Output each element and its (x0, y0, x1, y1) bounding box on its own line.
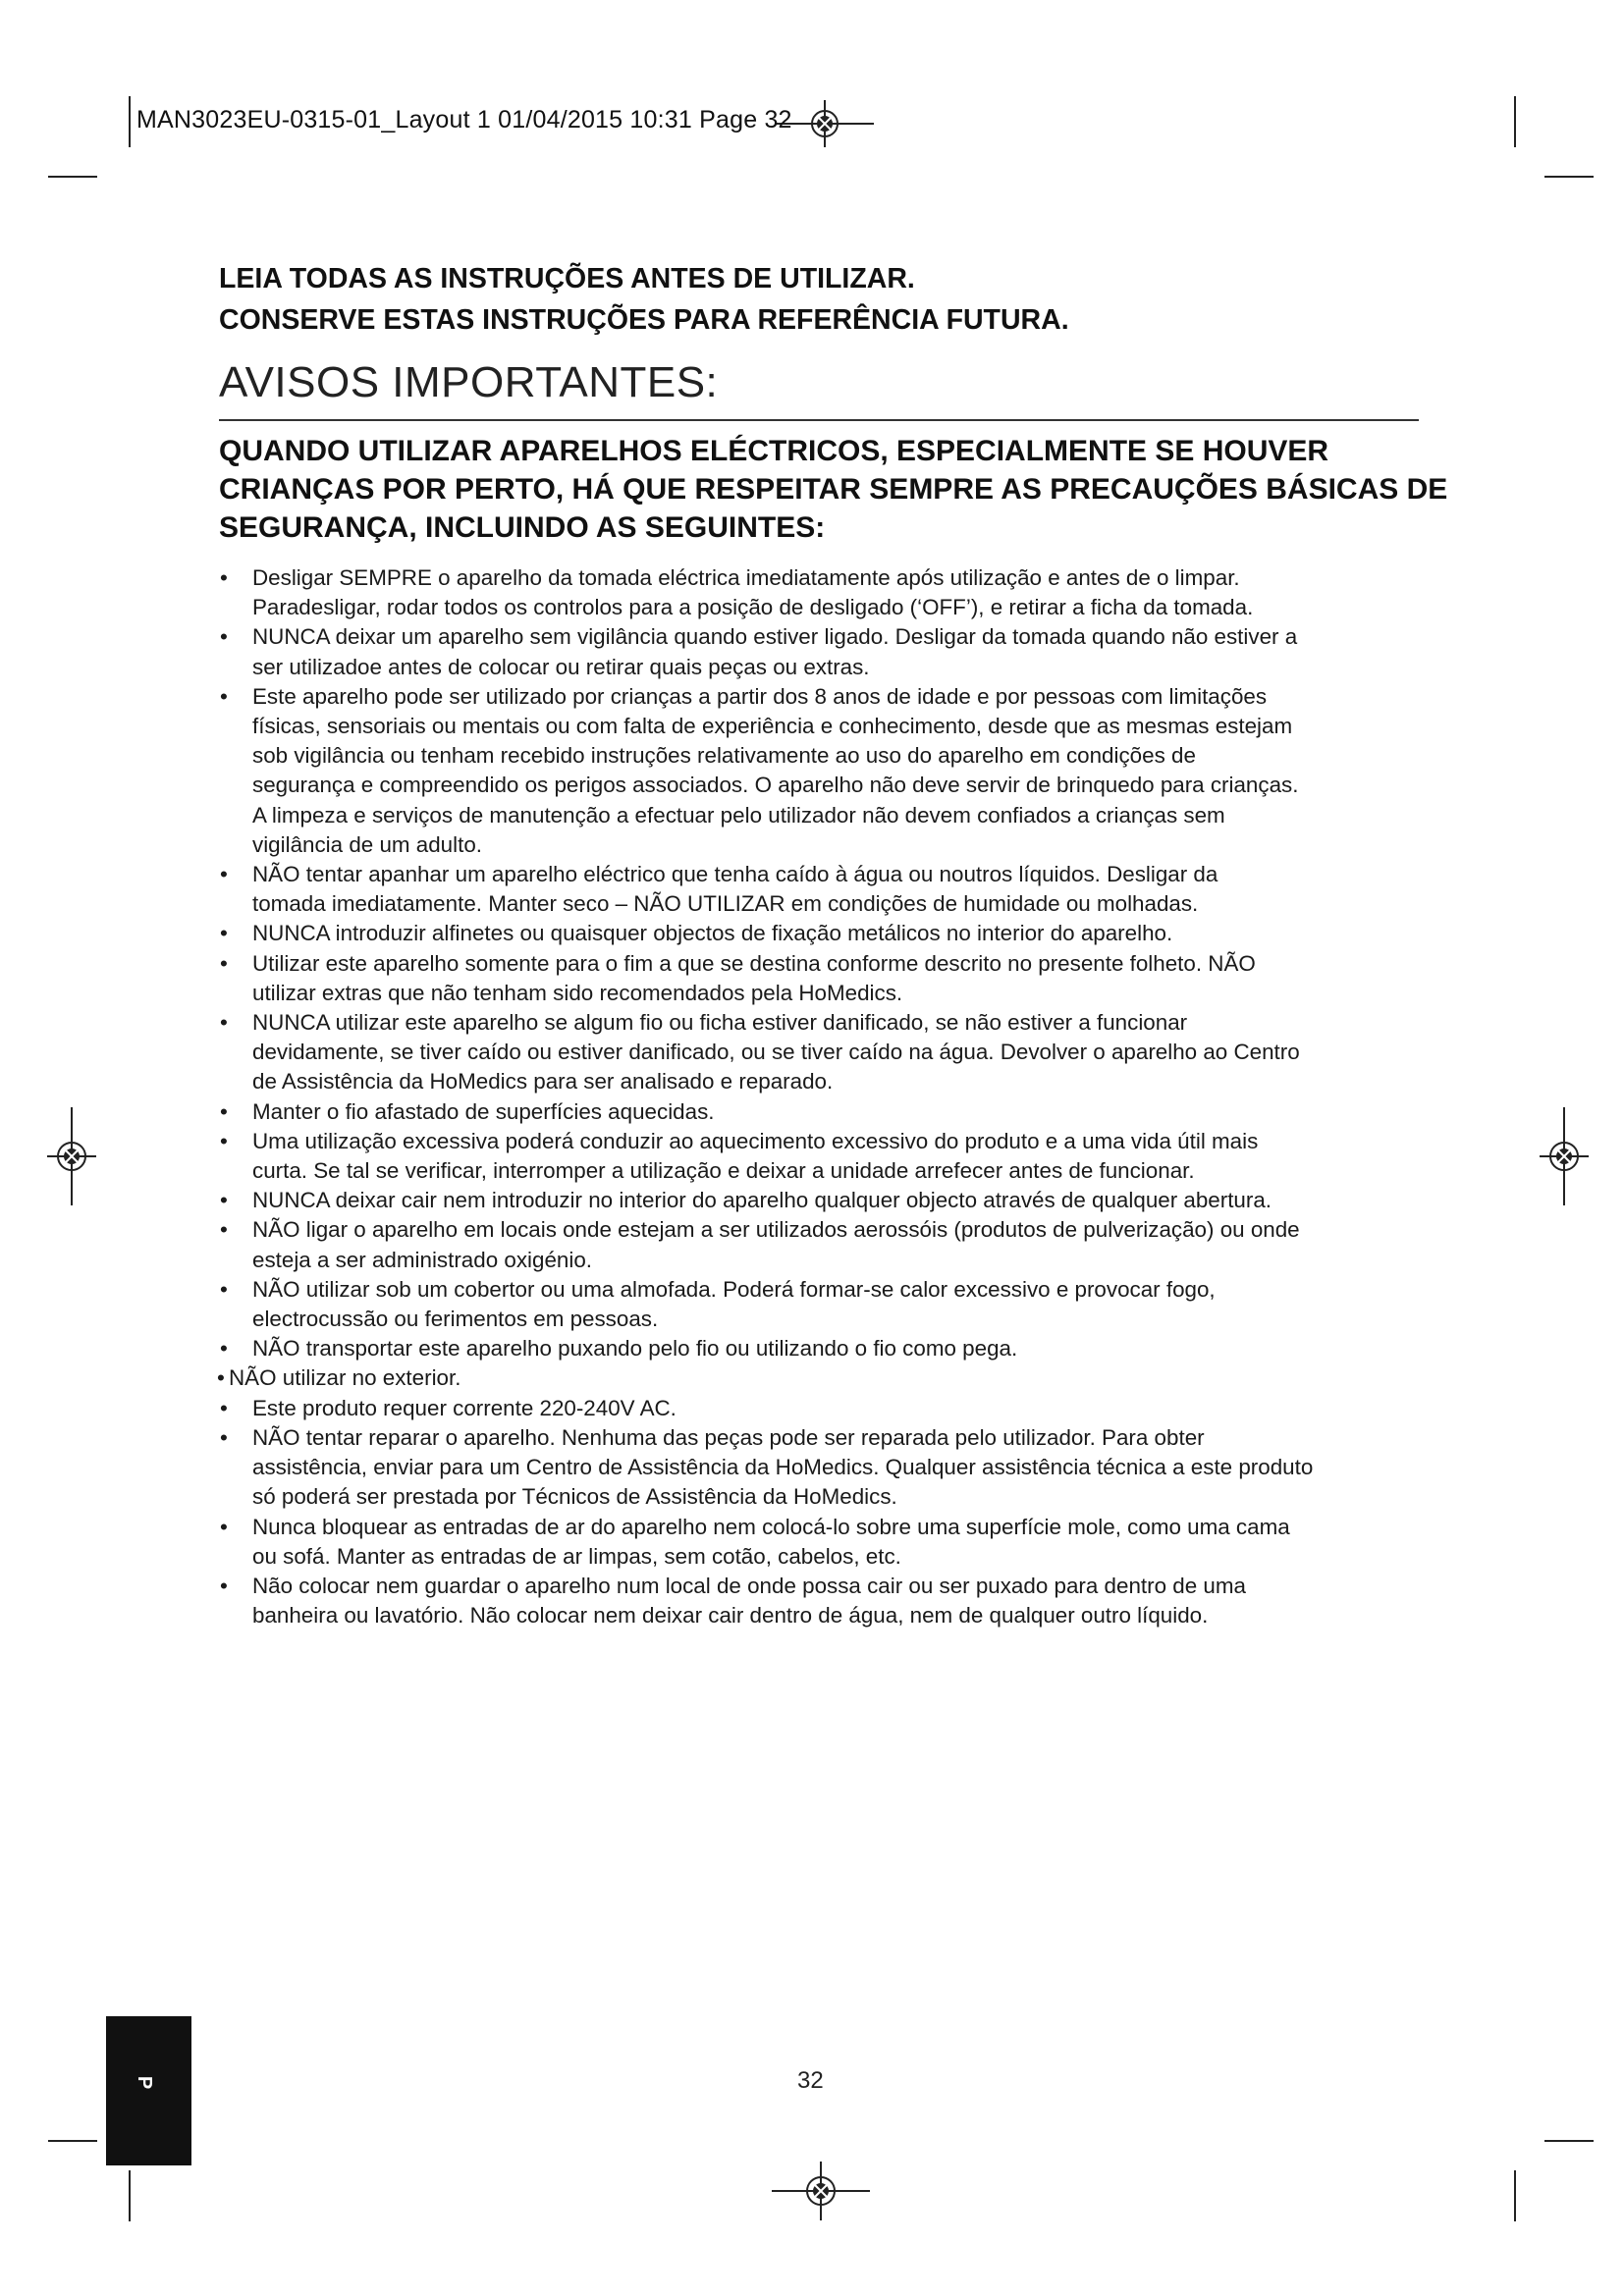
bullet-icon: • (220, 1336, 228, 1362)
list-item-line: NÃO tentar apanhar um aparelho eléctrico que tenha caído à água ou noutros líquidos. Desligar da (252, 862, 1218, 887)
crop-mark-top-right-horizontal (1544, 176, 1594, 178)
list-item-line: esteja a ser administrado oxigénio. (252, 1247, 593, 1272)
list-item-line: NÃO tentar reparar o aparelho. Nenhuma das peças pode ser reparada pelo utilizador. Para obter (252, 1424, 1205, 1450)
crop-mark-bottom-left-vertical (129, 2170, 131, 2221)
page-number: 32 (797, 2067, 824, 2094)
bullet-icon: • (220, 1217, 228, 1243)
list-item (219, 1097, 1427, 1127)
list-item-line: utilizar extras que não tenham sido recomendados pela HoMedics. (252, 980, 903, 1005)
list-item-line: tomada imediatamente. Manter seco – NÃO UTILIZAR em condições de humidade ou molhadas. (252, 891, 1199, 917)
bullet-icon: • (220, 1098, 228, 1124)
list-item-line: vigilância de um adulto. (252, 831, 482, 857)
list-item (219, 1008, 1427, 1097)
list-item-line: Este produto requer corrente 220-240V AC. (252, 1395, 677, 1420)
list-item-line: Utilizar este aparelho somente para o fim a que se destina conforme descrito no presente folheto. NÃO (252, 950, 1256, 976)
list-item-line: ser utilizadoe antes de colocar ou retirar quais peças ou extras. (252, 654, 870, 679)
list-item-line: sob vigilância ou tenham recebido instruções relativamente ao uso do aparelho em condições de (252, 743, 1196, 769)
list-item (219, 682, 1427, 860)
list-item-line: Uma utilização excessiva poderá conduzir ao aquecimento excessivo do produto e a uma vida útil mais (252, 1128, 1259, 1153)
list-item (219, 1572, 1427, 1630)
bullet-icon: • (220, 683, 228, 709)
warning-list (219, 563, 1427, 1630)
safety-intro (219, 432, 1448, 547)
registration-mark-bottom-icon (772, 2162, 870, 2220)
list-item-line: A limpeza e serviços de manutenção a efectuar pelo utilizador não devem confiados a crianças sem (252, 802, 1225, 828)
bullet-icon: • (220, 1010, 228, 1036)
list-item-line: banheira ou lavatório. Não colocar nem deixar cair dentro de água, nem de qualquer outro líquido. (252, 1603, 1209, 1629)
list-item-line: NÃO utilizar no exterior. (229, 1365, 461, 1391)
bullet-icon: • (220, 1276, 228, 1302)
registration-mark-right-icon (1540, 1107, 1589, 1205)
list-item-line: Desligar SEMPRE o aparelho da tomada eléctrica imediatamente após utilização e antes de o limpar. (252, 565, 1240, 590)
bullet-icon: • (220, 1514, 228, 1539)
list-item (219, 1275, 1427, 1334)
list-item (219, 949, 1427, 1008)
crop-mark-top-left-vertical (129, 96, 131, 147)
bullet-icon: • (220, 862, 228, 887)
page-title: AVISOS IMPORTANTES: (219, 358, 719, 406)
heading-line-2: CONSERVE ESTAS INSTRUÇÕES PARA REFERÊNCIA FUTURA. (219, 304, 1069, 336)
list-item-line: NUNCA deixar cair nem introduzir no interior do aparelho qualquer objecto através de qualquer abertura. (252, 1188, 1272, 1213)
bullet-icon: • (220, 1128, 228, 1153)
intro-line-3: SEGURANÇA, INCLUINDO AS SEGUINTES: (219, 511, 826, 544)
list-item-line: curta. Se tal se verificar, interromper a utilização e deixar a unidade arrefecer antes de funcionar. (252, 1158, 1195, 1184)
list-item (219, 1513, 1427, 1572)
list-item-line: de Assistência da HoMedics para ser analisado e reparado. (252, 1069, 834, 1095)
list-item-line: assistência, enviar para um Centro de Assistência da HoMedics. Qualquer assistência técnica a este produto (252, 1455, 1314, 1480)
list-item-line: Nunca bloquear as entradas de ar do aparelho nem colocá-lo sobre uma superfície mole, como uma cama (252, 1514, 1290, 1539)
list-item (219, 622, 1427, 681)
crop-mark-bottom-right-horizontal (1544, 2140, 1594, 2142)
bullet-icon: • (220, 1573, 228, 1598)
list-item-line: electrocussão ou ferimentos em pessoas. (252, 1307, 659, 1332)
list-item-line: Não colocar nem guardar o aparelho num local de onde possa cair ou ser puxado para dentro de uma (252, 1573, 1246, 1598)
list-item-line: Manter o fio afastado de superfícies aquecidas. (252, 1098, 715, 1124)
list-item-line: NUNCA introduzir alfinetes ou quaisquer objectos de fixação metálicos no interior do aparelho. (252, 921, 1173, 946)
list-item-line: Paradesligar, rodar todos os controlos para a posição de desligado (‘OFF’), e retirar a ficha da tomada. (252, 595, 1254, 620)
heading-line-1: LEIA TODAS AS INSTRUÇÕES ANTES DE UTILIZAR. (219, 263, 915, 294)
list-item (219, 919, 1427, 948)
list-item (219, 1334, 1427, 1363)
list-item-line: NÃO ligar o aparelho em locais onde estejam a ser utilizados aerossóis (produtos de pulverização) ou onde (252, 1217, 1300, 1243)
list-item-line: ou sofá. Manter as entradas de ar limpas, sem cotão, cabelos, etc. (252, 1543, 901, 1569)
list-item-line: NÃO utilizar sob um cobertor ou uma almofada. Poderá formar-se calor excessivo e provocar fogo, (252, 1276, 1216, 1302)
list-item-line: NUNCA deixar um aparelho sem vigilância quando estiver ligado. Desligar da tomada quando não estiver a (252, 624, 1298, 650)
bullet-icon: • (220, 921, 228, 946)
list-item (219, 1215, 1427, 1274)
intro-line-1: QUANDO UTILIZAR APARELHOS ELÉCTRICOS, ESPECIALMENTE SE HOUVER (219, 435, 1329, 467)
crop-mark-bottom-right-vertical (1514, 2170, 1516, 2221)
bullet-icon: • (220, 565, 228, 590)
list-item-line: só poderá ser prestada por Técnicos de Assistência da HoMedics. (252, 1484, 897, 1510)
language-tab (106, 2016, 191, 2165)
list-item (219, 860, 1427, 919)
bullet-icon: • (220, 1395, 228, 1420)
intro-line-2: CRIANÇAS POR PERTO, HÁ QUE RESPEITAR SEMPRE AS PRECAUÇÕES BÁSICAS DE (219, 473, 1448, 506)
list-item (219, 1363, 1427, 1393)
bullet-icon: • (220, 624, 228, 650)
list-item (219, 1127, 1427, 1186)
list-item (219, 1186, 1427, 1215)
language-tab-letter: P (134, 2075, 156, 2090)
list-item-line: segurança e compreendido os perigos associados. O aparelho não deve servir de brinquedo para crianças. (252, 773, 1299, 798)
bullet-icon: • (220, 1424, 228, 1450)
print-slug: MAN3023EU-0315-01_Layout 1 01/04/2015 10:31 Page 32 (136, 106, 792, 133)
crop-mark-top-right-vertical (1514, 96, 1516, 147)
bullet-icon: • (220, 950, 228, 976)
bullet-icon: • (220, 1188, 228, 1213)
list-item-line: NÃO transportar este aparelho puxando pelo fio ou utilizando o fio como pega. (252, 1336, 1018, 1362)
list-item-line: devidamente, se tiver caído ou estiver danificado, ou se tiver caído na água. Devolver o aparelho ao Centro (252, 1040, 1300, 1065)
registration-mark-left-icon (47, 1107, 96, 1205)
crop-mark-bottom-left-horizontal (48, 2140, 97, 2142)
list-item-line: NUNCA utilizar este aparelho se algum fio ou ficha estiver danificado, se não estiver a funcionar (252, 1010, 1188, 1036)
list-item (219, 1394, 1427, 1423)
instructions-heading (219, 258, 1417, 341)
title-divider (219, 419, 1419, 421)
bullet-icon: • (217, 1365, 225, 1391)
crop-mark-top-left-horizontal (48, 176, 97, 178)
list-item-line: físicas, sensoriais ou mentais ou com falta de experiência e conhecimento, desde que as mesmas estejam (252, 714, 1293, 739)
list-item-line: Este aparelho pode ser utilizado por crianças a partir dos 8 anos de idade e por pessoas com limitações (252, 683, 1268, 709)
list-item (219, 1423, 1427, 1513)
list-item (219, 563, 1427, 622)
